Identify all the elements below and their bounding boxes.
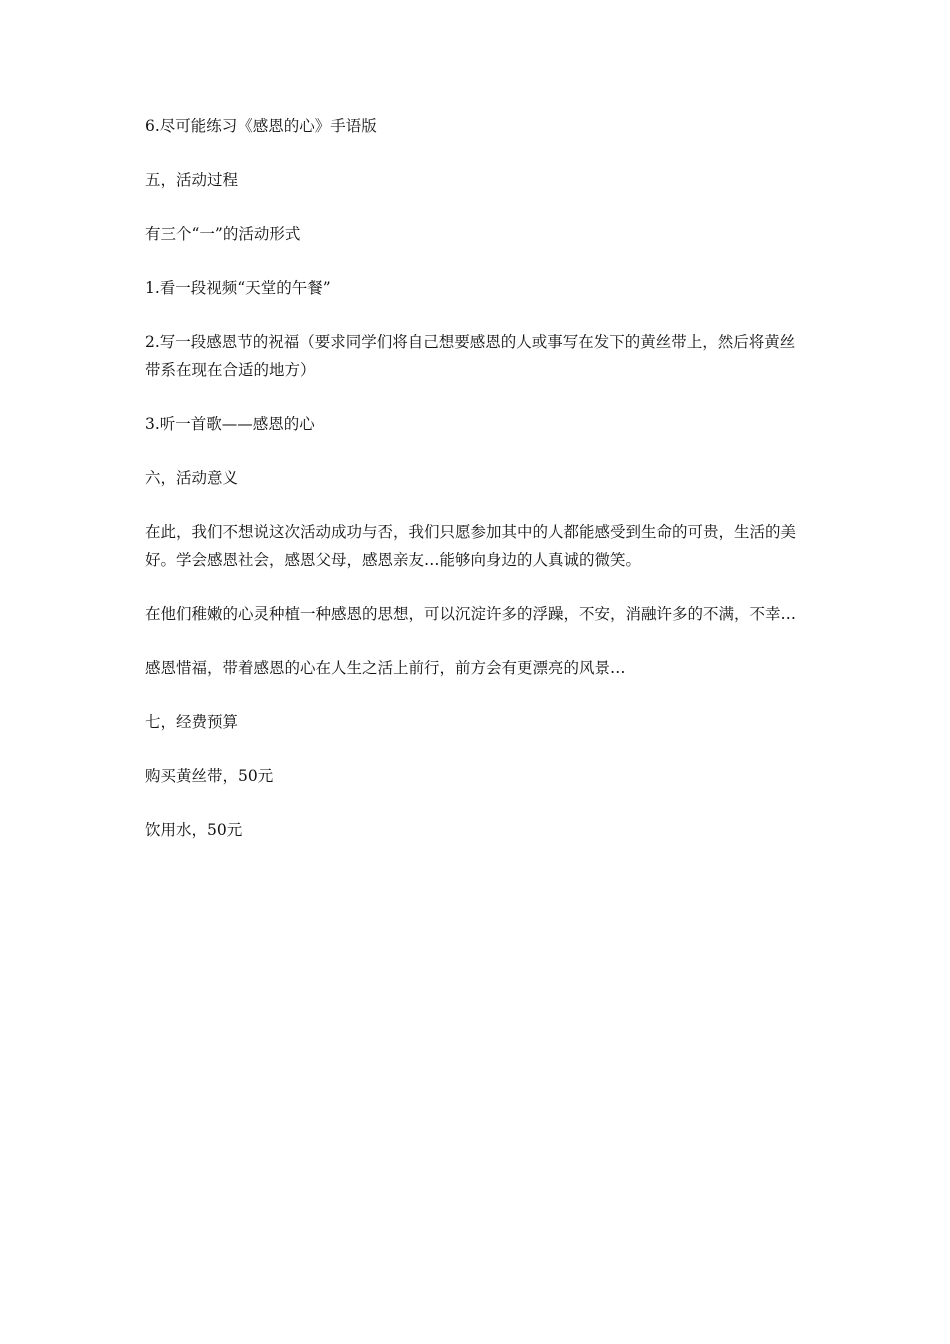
- activity-item-song: 3.听一首歌——感恩的心: [145, 415, 315, 433]
- budget-item-water: 饮用水，50元: [145, 821, 243, 839]
- list-item-practice-sign-language: 6.尽可能练习《感恩的心》手语版: [145, 117, 377, 135]
- document-body: [145, 112, 810, 844]
- meaning-paragraph-2: 在他们稚嫩的心灵种植一种感恩的思想，可以沉淀许多的浮躁，不安，消融许多的不满，不幸…: [145, 605, 797, 623]
- meaning-paragraph-1: 在此，我们不想说这次活动成功与否，我们只愿参加其中的人都能感受到生命的可贵，生活的美好。学会感恩社会，感恩父母，感恩亲友…能够向身边的人真诚的微笑。: [145, 523, 797, 569]
- section-heading-activity-meaning: 六，活动意义: [145, 469, 239, 487]
- section-heading-activity-process: 五，活动过程: [145, 171, 239, 189]
- meaning-paragraph-3: 感恩惜福，带着感恩的心在人生之活上前行，前方会有更漂亮的风景…: [145, 659, 626, 677]
- budget-item-ribbon: 购买黄丝带，50元: [145, 767, 274, 785]
- activity-forms-intro: 有三个“一”的活动形式: [145, 225, 301, 243]
- activity-item-video: 1.看一段视频“天堂的午餐”: [145, 279, 331, 297]
- activity-item-blessing: 2.写一段感恩节的祝福（要求同学们将自己想要感恩的人或事写在发下的黄丝带上，然后将黄丝带系在现在合适的地方）: [145, 333, 796, 379]
- section-heading-budget: 七，经费预算: [145, 713, 239, 731]
